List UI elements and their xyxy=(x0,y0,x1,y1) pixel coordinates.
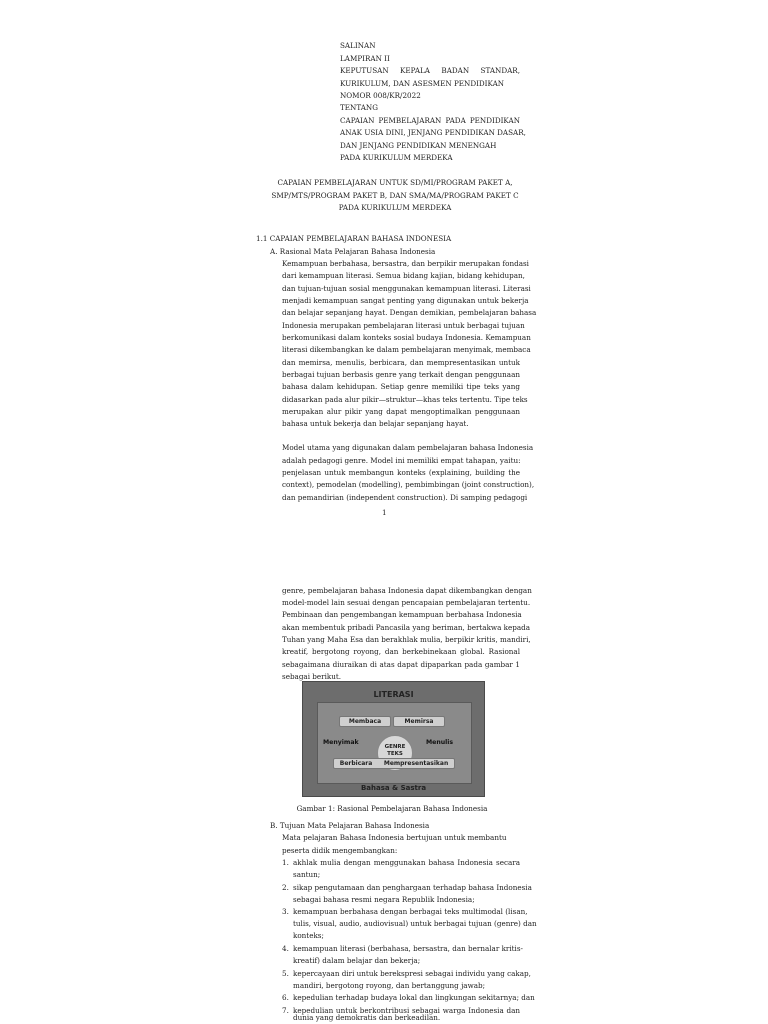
title-line: CAPAIAN PEMBELAJARAN UNTUK SD/MI/PROGRAM PAKET A, xyxy=(277,178,513,187)
list-number: 6. xyxy=(282,993,289,1002)
word: KEPALA xyxy=(400,66,430,75)
teks-label: TEKS xyxy=(387,751,403,757)
word: STANDAR, xyxy=(480,66,520,75)
list-item: sebagai bahasa resmi negara Republik Indonesia; xyxy=(293,895,475,904)
paragraph-line: bahasa untuk bekerja dan belajar sepanjang hayat. xyxy=(282,419,469,428)
nomor-keputusan: NOMOR 008/KR/2022 xyxy=(340,91,421,100)
list-item: konteks; xyxy=(293,931,324,940)
word: KEPUTUSAN xyxy=(340,66,389,75)
paragraph-line: literasi dikembangkan ke dalam pembelajaran menyimak, membaca xyxy=(282,345,531,354)
word: BADAN xyxy=(441,66,470,75)
paragraph-line: merupakan alur pikir yang dapat mengoptimalkan penggunaan xyxy=(282,407,520,416)
section-heading: 1.1 CAPAIAN PEMBELAJARAN BAHASA INDONESIA xyxy=(256,234,452,243)
list-item: kepedulian untuk berkontribusi sebagai warga Indonesia dan xyxy=(293,1006,520,1015)
word: PENDIDIKAN xyxy=(469,116,520,125)
paragraph-line: Tuhan yang Maha Esa dan berakhlak mulia, berpikir kritis, mandiri, xyxy=(282,635,531,644)
intro-line: peserta didik mengembangkan: xyxy=(282,846,398,855)
paragraph-line: Pembinaan dan pengembangan kemampuan berbahasa Indonesia xyxy=(282,610,522,619)
paragraph-line: berkomunikasi dalam konteks sosial budaya Indonesia. Kemampuan xyxy=(282,333,531,342)
tentang-continued: PADA KURIKULUM MERDEKA xyxy=(340,153,453,162)
list-number: 1. xyxy=(282,858,289,867)
paragraph-line: akan membentuk pribadi Pancasila yang beriman, bertakwa kepada xyxy=(282,623,531,632)
paragraph-line: bahasa dalam kehidupan. Setiap genre memiliki tipe teks yang xyxy=(282,382,520,391)
list-item: dunia yang demokratis dan berkeadilan. xyxy=(293,1013,441,1022)
figure-title: LITERASI xyxy=(373,690,414,699)
paragraph-line: context), pemodelan (modelling), pembimbingan (joint construction), xyxy=(282,480,535,489)
berbicara-box xyxy=(333,758,455,769)
paragraph-line: berbagai tujuan berbasis genre yang terkait dengan penggunaan xyxy=(282,370,520,379)
list-item: kemampuan literasi (berbahasa, bersastra, dan bernalar kritis- xyxy=(293,944,523,953)
list-item: mandiri, bergotong royong, dan bertanggung jawab; xyxy=(293,981,486,990)
memirsa-box: Memirsa xyxy=(393,716,445,727)
title-line: PADA KURIKULUM MERDEKA xyxy=(338,203,452,212)
list-item: kepercayaan diri untuk berekspresi sebagai individu yang cakap, xyxy=(293,969,531,978)
membaca-box: Membaca xyxy=(339,716,391,727)
berbicara-label: Berbicara xyxy=(339,760,373,767)
tentang-line xyxy=(340,115,520,127)
paragraph-line: sebagai berikut. xyxy=(282,672,342,681)
paragraph-line: Kemampuan berbahasa, bersastra, dan berpikir merupakan fondasi xyxy=(282,259,529,268)
subsection-a-heading: A. Rasional Mata Pelajaran Bahasa Indonesia xyxy=(270,247,436,256)
list-item: tulis, visual, audio, audiovisual) untuk berbagai tujuan (genre) dan xyxy=(293,919,537,928)
bahasa-sastra-label: Bahasa & Sastra xyxy=(360,784,427,792)
mempresentasikan-label: Mempresentasikan xyxy=(383,760,449,767)
paragraph-line: dan tujuan-tujuan sosial menggunakan kemampuan literasi. Literasi xyxy=(282,284,531,293)
word: PADA xyxy=(445,116,466,125)
paragraph-line: kreatif, bergotong royong, dan berkebinekaan global. Rasional xyxy=(282,647,520,656)
salinan-label: SALINAN xyxy=(340,41,376,50)
title-line: SMP/MTS/PROGRAM PAKET B, DAN SMA/MA/PROGRAM PAKET C xyxy=(271,191,519,200)
paragraph-line: menjadi kemampuan sangat penting yang digunakan untuk bekerja xyxy=(282,296,529,305)
paragraph-line: adalah pedagogi genre. Model ini memiliki empat tahapan, yaitu: xyxy=(282,456,521,465)
list-number: 4. xyxy=(282,944,289,953)
figure-caption: Gambar 1: Rasional Pembelajaran Bahasa Indonesia xyxy=(296,804,488,813)
keputusan-continued: KURIKULUM, DAN ASESMEN PENDIDIKAN xyxy=(340,79,505,88)
paragraph-line: dan pemandirian (independent construction). Di samping pedagogi xyxy=(282,493,528,502)
word: CAPAIAN xyxy=(340,116,375,125)
lampiran-label: LAMPIRAN II xyxy=(340,54,390,63)
paragraph-line: model-model lain sesuai dengan pencapaian pembelajaran tertentu. xyxy=(282,598,531,607)
genre-label: GENRE xyxy=(384,744,406,750)
word: PEMBELAJARAN xyxy=(378,116,442,125)
list-number: 3. xyxy=(282,907,289,916)
paragraph-line: dari kemampuan literasi. Semua bidang kajian, bidang kehidupan, xyxy=(282,271,525,280)
menulis-label: Menulis xyxy=(426,739,454,746)
paragraph-line: didasarkan pada alur pikir—struktur—khas teks tertentu. Tipe teks xyxy=(282,395,528,404)
paragraph-line: dan belajar sepanjang hayat. Dengan demikian, pembelajaran bahasa xyxy=(282,308,537,317)
list-item: kreatif) dalam belajar dan bekerja; xyxy=(293,956,421,965)
keputusan-line xyxy=(340,65,520,77)
tentang-label: TENTANG xyxy=(340,103,378,112)
list-item: santun; xyxy=(293,870,321,879)
paragraph-line: Indonesia merupakan pembelajaran literasi untuk berbagai tujuan xyxy=(282,321,525,330)
menyimak-label: Menyimak xyxy=(323,739,359,746)
list-number: 5. xyxy=(282,969,289,978)
list-number: 7. xyxy=(282,1006,289,1015)
paragraph-line: dan memirsa, menulis, berbicara, dan mempresentasikan untuk xyxy=(282,358,520,367)
list-item: akhlak mulia dengan menggunakan bahasa Indonesia secara xyxy=(293,858,520,867)
literasi-figure xyxy=(302,681,485,797)
page-number: 1 xyxy=(382,508,387,517)
subsection-b-heading: B. Tujuan Mata Pelajaran Bahasa Indonesia xyxy=(270,821,430,830)
tentang-continued: ANAK USIA DINI, JENJANG PENDIDIKAN DASAR, xyxy=(340,128,526,137)
paragraph-line: sebagaimana diuraikan di atas dapat dipaparkan pada gambar 1 xyxy=(282,660,520,669)
paragraph-line: Model utama yang digunakan dalam pembelajaran bahasa Indonesia xyxy=(282,443,534,452)
paragraph-line: genre, pembelajaran bahasa Indonesia dapat dikembangkan dengan xyxy=(282,586,532,595)
list-number: 2. xyxy=(282,883,289,892)
tentang-continued: DAN JENJANG PENDIDIKAN MENENGAH xyxy=(340,141,497,150)
list-item: kepedulian terhadap budaya lokal dan lingkungan sekitarnya; dan xyxy=(293,993,535,1002)
list-item: sikap pengutamaan dan penghargaan terhadap bahasa Indonesia xyxy=(293,883,532,892)
intro-line: Mata pelajaran Bahasa Indonesia bertujuan untuk membantu xyxy=(282,833,507,842)
list-item: kemampuan berbahasa dengan berbagai teks multimodal (lisan, xyxy=(293,907,528,916)
paragraph-line: penjelasan untuk membangun konteks (explaining, building the xyxy=(282,468,520,477)
